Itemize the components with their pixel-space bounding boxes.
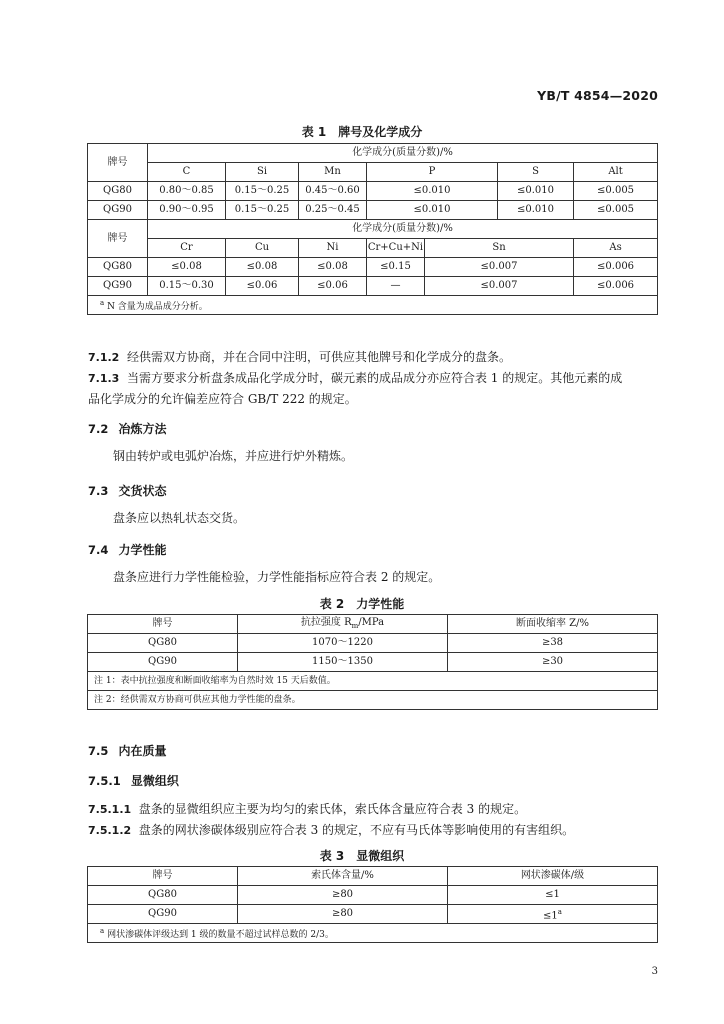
table2-note-2: 注 2：经供需双方协商可供应其他力学性能的盘条。 bbox=[88, 691, 658, 710]
grade-cell: QG90 bbox=[88, 277, 148, 296]
clause-7-5-1-1: 7.5.1.1 盘条的显微组织应主要为均匀的索氏体，索氏体含量应符合表 3 的规定。 bbox=[88, 802, 527, 816]
value-cell: ≤1 bbox=[448, 886, 658, 905]
grade-cell: QG90 bbox=[88, 201, 148, 220]
table1-group-header: 化学成分(质量分数)/% bbox=[148, 144, 658, 163]
standard-code: YB/T 4854—2020 bbox=[537, 88, 658, 103]
clause-7-1-3 bbox=[88, 369, 622, 386]
table3-caption: 表 3 显微组织 bbox=[319, 849, 405, 863]
value-cell: 0.15～0.25 bbox=[226, 201, 299, 220]
clause-7-5-1-2: 7.5.1.2 盘条的网状渗碳体级别应符合表 3 的规定，不应有马氏体等影响使用的有害组织。 bbox=[88, 823, 575, 837]
t2-h-strength: 抗拉强度 $R_m$/MPa bbox=[238, 615, 448, 634]
table1-caption: 表 1 牌号及化学成分 bbox=[301, 125, 423, 139]
table-row bbox=[88, 201, 658, 220]
table2-note-1: 注 1：表中抗拉强度和断面收缩率为自然时效 15 天后数值。 bbox=[88, 672, 658, 691]
t3-h-grade: 牌号 bbox=[88, 867, 238, 886]
value-cell: ≥80 bbox=[238, 886, 448, 905]
table-row bbox=[88, 182, 658, 201]
table-row bbox=[88, 258, 658, 277]
value-cell: ≤0.08 bbox=[148, 258, 226, 277]
value-cell: ≤0.08 bbox=[299, 258, 367, 277]
table3-footnote: $^a$ 网状渗碳体评级达到 1 级的数量不超过试样总数的 2/3。 bbox=[88, 924, 658, 943]
value-cell: ≥38 bbox=[448, 634, 658, 653]
clause-number: 7.1.3 bbox=[88, 372, 120, 385]
section-7-2-heading: 7.2 冶炼方法 bbox=[88, 422, 167, 436]
t1-h-cu: Cu bbox=[226, 239, 299, 258]
footnote-marker: a bbox=[557, 907, 562, 916]
value-cell: 0.15～0.25 bbox=[226, 182, 299, 201]
table1-grade-header-2: 牌号 bbox=[88, 220, 148, 258]
value-cell: 1070～1220 bbox=[238, 634, 448, 653]
table1-footnote: $^a$ N 含量为成品成分分析。 bbox=[88, 296, 658, 315]
table1-group-header-2: 化学成分(质量分数)/% bbox=[148, 220, 658, 239]
t2-h-grade: 牌号 bbox=[88, 615, 238, 634]
value-cell: 0.90～0.95 bbox=[148, 201, 226, 220]
grade-cell: QG80 bbox=[88, 182, 148, 201]
value-cell: ≤0.006 bbox=[574, 258, 658, 277]
value-cell: 0.25～0.45 bbox=[299, 201, 367, 220]
value-cell: ≤0.15 bbox=[367, 258, 425, 277]
page-number: 3 bbox=[651, 966, 658, 977]
value-cell: ≤0.010 bbox=[498, 201, 574, 220]
clause-number: 7.1.2 bbox=[88, 351, 120, 364]
table2 bbox=[87, 614, 658, 710]
value-cell: ≥80 bbox=[238, 905, 448, 924]
t1-h-si: Si bbox=[226, 163, 299, 182]
value-cell: ≤0.010 bbox=[367, 182, 498, 201]
t1-h-s: S bbox=[498, 163, 574, 182]
grade-cell: QG80 bbox=[88, 258, 148, 277]
value-cell: $\le 1^a$ bbox=[448, 905, 658, 924]
t3-h-sorbite: 索氏体含量/% bbox=[238, 867, 448, 886]
table3 bbox=[87, 866, 658, 943]
table2-caption: 表 2 力学性能 bbox=[319, 597, 405, 611]
grade-cell: QG80 bbox=[88, 634, 238, 653]
t1-h-ni: Ni bbox=[299, 239, 367, 258]
t1-h-as: As bbox=[574, 239, 658, 258]
clause-7-1-2 bbox=[88, 348, 511, 365]
section-7-3-body: 盘条应以热轧状态交货。 bbox=[113, 511, 246, 525]
value-cell: ≤0.007 bbox=[425, 277, 574, 296]
value-cell: ≤0.06 bbox=[226, 277, 299, 296]
section-7-5-heading: 7.5 内在质量 bbox=[88, 744, 167, 758]
value-cell: 0.15～0.30 bbox=[148, 277, 226, 296]
table1 bbox=[87, 143, 658, 315]
clause-text: 当需方要求分析盘条成品化学成分时，碳元素的成品成分亦应符合表 1 的规定。其他元素的成 bbox=[126, 371, 623, 385]
value-cell: — bbox=[367, 277, 425, 296]
t3-h-cementite: 网状渗碳体/级 bbox=[448, 867, 658, 886]
value-cell: ≤0.007 bbox=[425, 258, 574, 277]
t2-h-reduction: 断面收缩率 Z/% bbox=[448, 615, 658, 634]
t1-h-c: C bbox=[148, 163, 226, 182]
grade-cell: QG80 bbox=[88, 886, 238, 905]
value-cell: 1150～1350 bbox=[238, 653, 448, 672]
value-cell: ≤0.010 bbox=[498, 182, 574, 201]
t1-h-crcuni: Cr+Cu+Ni bbox=[367, 239, 425, 258]
table-row bbox=[88, 886, 658, 905]
value-cell: ≤0.005 bbox=[574, 182, 658, 201]
section-7-4-heading: 7.4 力学性能 bbox=[88, 543, 167, 557]
t1-h-mn: Mn bbox=[299, 163, 367, 182]
t1-h-sn: Sn bbox=[425, 239, 574, 258]
value-cell: ≤0.006 bbox=[574, 277, 658, 296]
section-7-5-1-heading: 7.5.1 显微组织 bbox=[88, 774, 179, 788]
section-7-3-heading: 7.3 交货状态 bbox=[88, 484, 167, 498]
grade-cell: QG90 bbox=[88, 653, 238, 672]
clause-text: 经供需双方协商，并在合同中注明，可供应其他牌号和化学成分的盘条。 bbox=[126, 350, 511, 364]
value-cell: ≥30 bbox=[448, 653, 658, 672]
t1-h-cr: Cr bbox=[148, 239, 226, 258]
table-row bbox=[88, 905, 658, 924]
table-row bbox=[88, 653, 658, 672]
section-7-4-body: 盘条应进行力学性能检验，力学性能指标应符合表 2 的规定。 bbox=[113, 570, 441, 584]
section-7-2-body: 钢由转炉或电弧炉冶炼，并应进行炉外精炼。 bbox=[113, 449, 354, 463]
value-cell: 0.80～0.85 bbox=[148, 182, 226, 201]
value-cell: ≤0.005 bbox=[574, 201, 658, 220]
grade-cell: QG90 bbox=[88, 905, 238, 924]
table-row bbox=[88, 634, 658, 653]
clause-7-1-3-cont: 品化学成分的允许偏差应符合 GB/T 222 的规定。 bbox=[88, 392, 357, 406]
t1-h-p: P bbox=[367, 163, 498, 182]
value-cell: ≤0.08 bbox=[226, 258, 299, 277]
value-cell: 0.45～0.60 bbox=[299, 182, 367, 201]
value-cell: ≤0.06 bbox=[299, 277, 367, 296]
value-cell: ≤0.010 bbox=[367, 201, 498, 220]
t1-h-alt: Alt bbox=[574, 163, 658, 182]
table1-grade-header: 牌号 bbox=[88, 144, 148, 182]
table-row bbox=[88, 277, 658, 296]
